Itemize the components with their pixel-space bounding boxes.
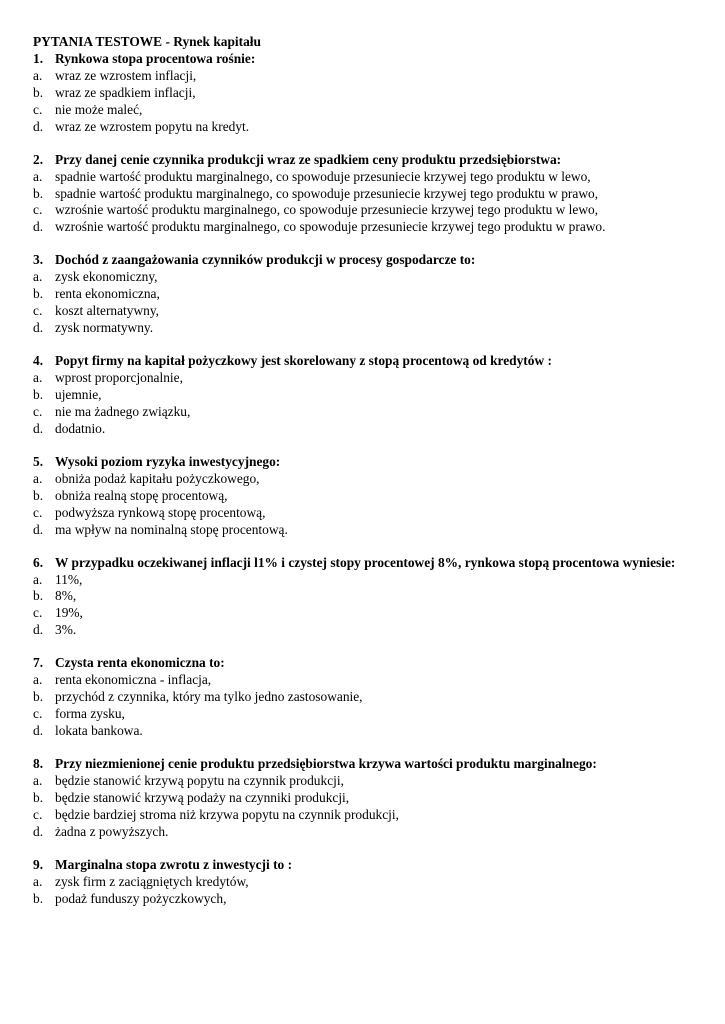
answer-letter: d. xyxy=(33,823,44,839)
answer-letter: d. xyxy=(33,722,44,738)
answer-text: będzie stanowić krzywą popytu na czynnik produkcji, xyxy=(55,772,344,788)
answer-text: koszt alternatywny, xyxy=(55,303,159,319)
question-number: 4. xyxy=(33,353,44,369)
answer-text: ujemnie, xyxy=(55,386,102,402)
answer-letter: a. xyxy=(33,67,43,83)
answer-letter: a. xyxy=(33,370,43,386)
answer-option xyxy=(33,891,703,908)
answer-text: obniża podaż kapitału pożyczkowego, xyxy=(55,470,260,486)
answer-option xyxy=(33,874,703,891)
answer-letter: a. xyxy=(33,672,43,688)
answer-option xyxy=(33,68,703,85)
answer-letter: c. xyxy=(33,504,43,520)
answer-letter: a. xyxy=(33,571,43,587)
answer-letter: b. xyxy=(33,588,44,604)
answer-text: renta ekonomiczna, xyxy=(55,286,160,302)
answer-text: wraz ze wzrostem inflacji, xyxy=(55,67,197,83)
answer-letter: c. xyxy=(33,101,43,117)
answer-option xyxy=(33,102,703,119)
answer-letter: c. xyxy=(33,605,43,621)
answer-text: wzrośnie wartość produktu marginalnego, co spowoduje przesuniecie krzywej tego produktu w prawo. xyxy=(55,219,606,235)
question-number: 2. xyxy=(33,151,44,167)
answer-option xyxy=(33,723,703,740)
answer-letter: b. xyxy=(33,689,44,705)
answer-option xyxy=(33,404,703,421)
answer-text: nie może maleć, xyxy=(55,101,143,117)
answer-option xyxy=(33,689,703,706)
answer-letter: b. xyxy=(33,286,44,302)
answer-option xyxy=(33,588,703,605)
answer-text: wraz ze wzrostem popytu na kredyt. xyxy=(55,118,250,134)
answer-letter: d. xyxy=(33,521,44,537)
answer-option xyxy=(33,286,703,303)
answer-option xyxy=(33,824,703,841)
answer-option xyxy=(33,303,703,320)
question-text: Popyt firmy na kapitał pożyczkowy jest skorelowany z stopą procentową od kredytów : xyxy=(55,353,552,369)
answer-text: spadnie wartość produktu marginalnego, co spowoduje przesuniecie krzywej tego produktu w prawo, xyxy=(55,185,599,201)
answer-letter: a. xyxy=(33,168,43,184)
answer-letter: c. xyxy=(33,706,43,722)
question-number: 6. xyxy=(33,554,44,570)
question-heading xyxy=(33,252,703,269)
question-number: 8. xyxy=(33,756,44,772)
question-number: 9. xyxy=(33,856,44,872)
answer-text: forma zysku, xyxy=(55,706,125,722)
question-heading xyxy=(33,152,703,169)
question-text: Rynkowa stopa procentowa rośnie: xyxy=(55,51,256,66)
answer-letter: b. xyxy=(33,890,44,906)
answer-letter: d. xyxy=(33,420,44,436)
answer-letter: d. xyxy=(33,118,44,134)
answer-option xyxy=(33,421,703,438)
answer-option xyxy=(33,169,703,186)
question-heading xyxy=(33,857,703,874)
question-number: 3. xyxy=(33,252,44,268)
answer-option xyxy=(33,387,703,404)
answer-option xyxy=(33,790,703,807)
answer-option xyxy=(33,320,703,337)
question-7 xyxy=(33,655,703,740)
question-text: Wysoki poziom ryzyka inwestycyjnego: xyxy=(55,453,281,469)
answer-option xyxy=(33,807,703,824)
answer-text: dodatnio. xyxy=(55,420,106,436)
answer-letter: b. xyxy=(33,487,44,503)
question-text: W przypadku oczekiwanej inflacji l1% i czystej stopy procentowej 8%, rynkowa stopą procentowa wyniesie: xyxy=(55,554,676,570)
question-number: 7. xyxy=(33,655,44,671)
answer-text: żadna z powyższych. xyxy=(55,823,169,839)
answer-letter: c. xyxy=(33,403,43,419)
answer-text: wprost proporcjonalnie, xyxy=(55,370,183,386)
question-heading xyxy=(33,756,703,773)
question-heading xyxy=(33,454,703,471)
answer-text: 19%, xyxy=(55,605,83,621)
answer-text: podaż funduszy pożyczkowych, xyxy=(55,890,227,906)
answer-option xyxy=(33,505,703,522)
answer-letter: a. xyxy=(33,873,43,889)
question-number: 1. xyxy=(33,51,44,66)
question-8 xyxy=(33,756,703,841)
answer-text: 8%, xyxy=(55,588,77,604)
answer-option xyxy=(33,672,703,689)
answer-text: lokata bankowa. xyxy=(55,722,143,738)
answer-option xyxy=(33,572,703,589)
answer-text: przychód z czynnika, który ma tylko jedno zastosowanie, xyxy=(55,689,363,705)
answer-letter: b. xyxy=(33,84,44,100)
question-5 xyxy=(33,454,703,539)
answer-text: obniża realną stopę procentową, xyxy=(55,487,228,503)
question-1 xyxy=(33,51,703,136)
answer-text: będzie bardziej stroma niż krzywa popytu na czynnik produkcji, xyxy=(55,806,399,822)
question-list xyxy=(33,51,703,907)
answer-option xyxy=(33,219,703,236)
question-heading xyxy=(33,555,703,572)
answer-letter: c. xyxy=(33,303,43,319)
answer-text: będzie stanowić krzywą podaży na czynniki produkcji, xyxy=(55,789,350,805)
answer-text: 3%. xyxy=(55,622,77,638)
answer-text: zysk normatywny. xyxy=(55,320,154,336)
question-number: 5. xyxy=(33,453,44,469)
question-text: Przy danej cenie czynnika produkcji wraz ze spadkiem ceny produktu przedsiębiorstwa: xyxy=(55,151,562,167)
answer-letter: a. xyxy=(33,772,43,788)
answer-letter: d. xyxy=(33,219,44,235)
answer-option xyxy=(33,269,703,286)
question-text: Przy niezmienionej cenie produktu przedsiębiorstwa krzywa wartości produktu marginalnego: xyxy=(55,756,597,772)
answer-option xyxy=(33,471,703,488)
answer-option xyxy=(33,202,703,219)
question-text: Marginalna stopa zwrotu z inwestycji to : xyxy=(55,856,293,872)
question-text: Czysta renta ekonomiczna to: xyxy=(55,655,225,671)
answer-text: zysk firm z zaciągniętych kredytów, xyxy=(55,873,249,889)
answer-letter: b. xyxy=(33,386,44,402)
answer-letter: a. xyxy=(33,269,43,285)
answer-option xyxy=(33,622,703,639)
answer-letter: c. xyxy=(33,202,43,218)
answer-letter: b. xyxy=(33,789,44,805)
question-4 xyxy=(33,353,703,438)
question-heading xyxy=(33,353,703,370)
answer-letter: a. xyxy=(33,470,43,486)
answer-option xyxy=(33,706,703,723)
answer-text: wraz ze spadkiem inflacji, xyxy=(55,84,196,100)
question-3 xyxy=(33,252,703,337)
answer-text: podwyższa rynkową stopę procentową, xyxy=(55,504,266,520)
answer-letter: b. xyxy=(33,185,44,201)
answer-text: wzrośnie wartość produktu marginalnego, co spowoduje przesuniecie krzywej tego produktu w lewo, xyxy=(55,202,599,218)
answer-option xyxy=(33,119,703,136)
answer-option xyxy=(33,186,703,203)
answer-text: 11%, xyxy=(55,571,83,587)
answer-option xyxy=(33,488,703,505)
question-9 xyxy=(33,857,703,908)
document-title: PYTANIA TESTOWE - Rynek kapitału xyxy=(33,34,261,49)
answer-option xyxy=(33,773,703,790)
document-page xyxy=(33,34,703,924)
question-heading xyxy=(33,655,703,672)
answer-letter: c. xyxy=(33,806,43,822)
answer-option xyxy=(33,370,703,387)
answer-option xyxy=(33,522,703,539)
answer-text: zysk ekonomiczny, xyxy=(55,269,158,285)
answer-text: ma wpływ na nominalną stopę procentową. xyxy=(55,521,288,537)
question-heading xyxy=(33,51,703,68)
answer-text: renta ekonomiczna - inflacja, xyxy=(55,672,212,688)
question-text: Dochód z zaangażowania czynników produkcji w procesy gospodarcze to: xyxy=(55,252,476,268)
answer-letter: d. xyxy=(33,320,44,336)
answer-option xyxy=(33,85,703,102)
question-2 xyxy=(33,152,703,237)
answer-option xyxy=(33,605,703,622)
answer-text: spadnie wartość produktu marginalnego, co spowoduje przesuniecie krzywej tego produktu w lewo, xyxy=(55,168,591,184)
answer-letter: d. xyxy=(33,622,44,638)
answer-text: nie ma żadnego związku, xyxy=(55,403,191,419)
question-6 xyxy=(33,555,703,640)
